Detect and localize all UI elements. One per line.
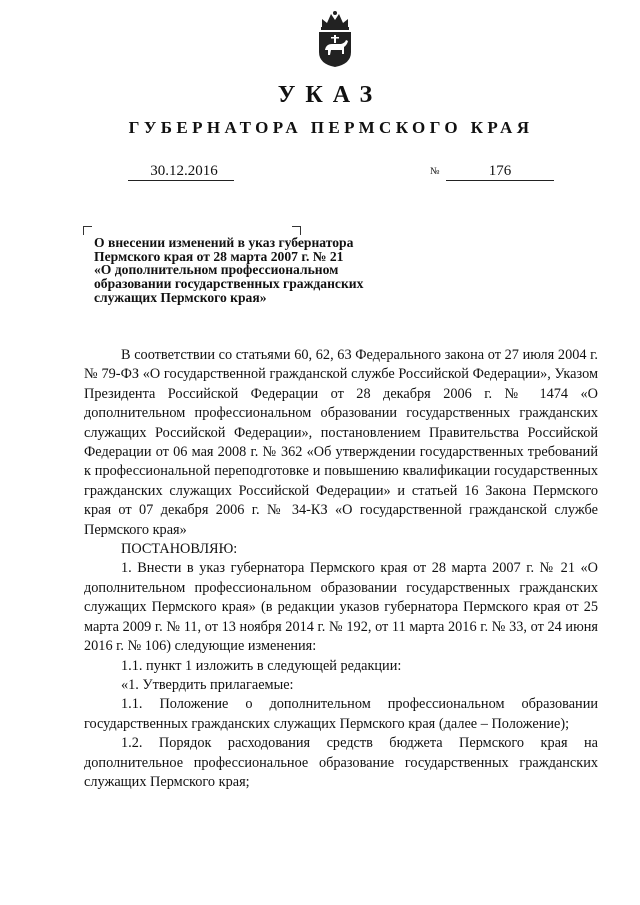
item-1-1-paragraph: 1.1. Положение о дополнительном профессиональном образовании государственных гражданских служащих Пермского края (далее – Положение); — [84, 696, 598, 732]
approve-paragraph: «1. Утвердить прилагаемые: — [121, 676, 294, 693]
item-1-2-paragraph: 1.2. Порядок расходования средств бюджета Пермского края на дополнительное профессиональное образование государственных гражданских служащих Пермского края; — [84, 735, 598, 790]
clause-1-paragraph: 1. Внести в указ губернатора Пермского края от 28 марта 2007 г. № 21 «О дополнительном профессиональном образовании государственных гражданских служащих Пермского края» (в редакции указов губернатора Пермского края от 25 марта 2009 г. № 11, от 13 ноября 2014 г. № 192, от 11 марта 2016 г. № 33, от 24 июня 2016 г. № 106) следующие изменения: — [84, 560, 598, 655]
preamble-paragraph: В соответствии со статьями 60, 62, 63 Федерального закона от 27 июля 2004 г. № 79-ФЗ «О государственной гражданской службе Российской Федерации», Указом Президента Российской Федерации от 28 декабря 2006 г. № 1474 «О дополнительном профессиональном образовании государственных гражданских служащих Российской Федерации», постановлением Правительства Российской Федерации от 06 мая 2008 г. № 362 «Об утверждении государственных требований к профессиональной переподготовке и повышению квалификации государственных гражданских служащих Российской Федерации» и статьей 16 Закона Пермского края от 07 декабря 2006 г. № 34-КЗ «О государственной гражданской службе Пермского края» — [84, 347, 598, 538]
heading-line: служащих Пермского края» — [94, 289, 267, 305]
decree-date: 30.12.2016 — [128, 162, 234, 181]
document-subtitle: ГУБЕРНАТОРА ПЕРМСКОГО КРАЯ — [128, 118, 534, 137]
heading-corner-left — [83, 226, 92, 235]
heading-line: О внесении изменений в указ губернатора — [94, 235, 354, 250]
heading-line: Пермского края от 28 марта 2007 г. № 21 — [94, 248, 344, 264]
heading-line: «О дополнительном профессиональном — [94, 262, 339, 278]
heading-corner-right — [292, 226, 301, 235]
decree-body — [84, 346, 598, 792]
resolve-paragraph: ПОСТАНОВЛЯЮ: — [121, 541, 238, 558]
decree-heading — [94, 236, 414, 305]
decree-number: 176 — [446, 162, 554, 181]
perm-krai-coat-of-arms-icon — [314, 10, 356, 68]
heading-line: образовании государственных гражданских — [94, 276, 364, 292]
number-sign: № — [430, 166, 440, 177]
document-title: УКАЗ — [277, 82, 383, 108]
clause-1-1-paragraph: 1.1. пункт 1 изложить в следующей редакции: — [121, 657, 402, 674]
